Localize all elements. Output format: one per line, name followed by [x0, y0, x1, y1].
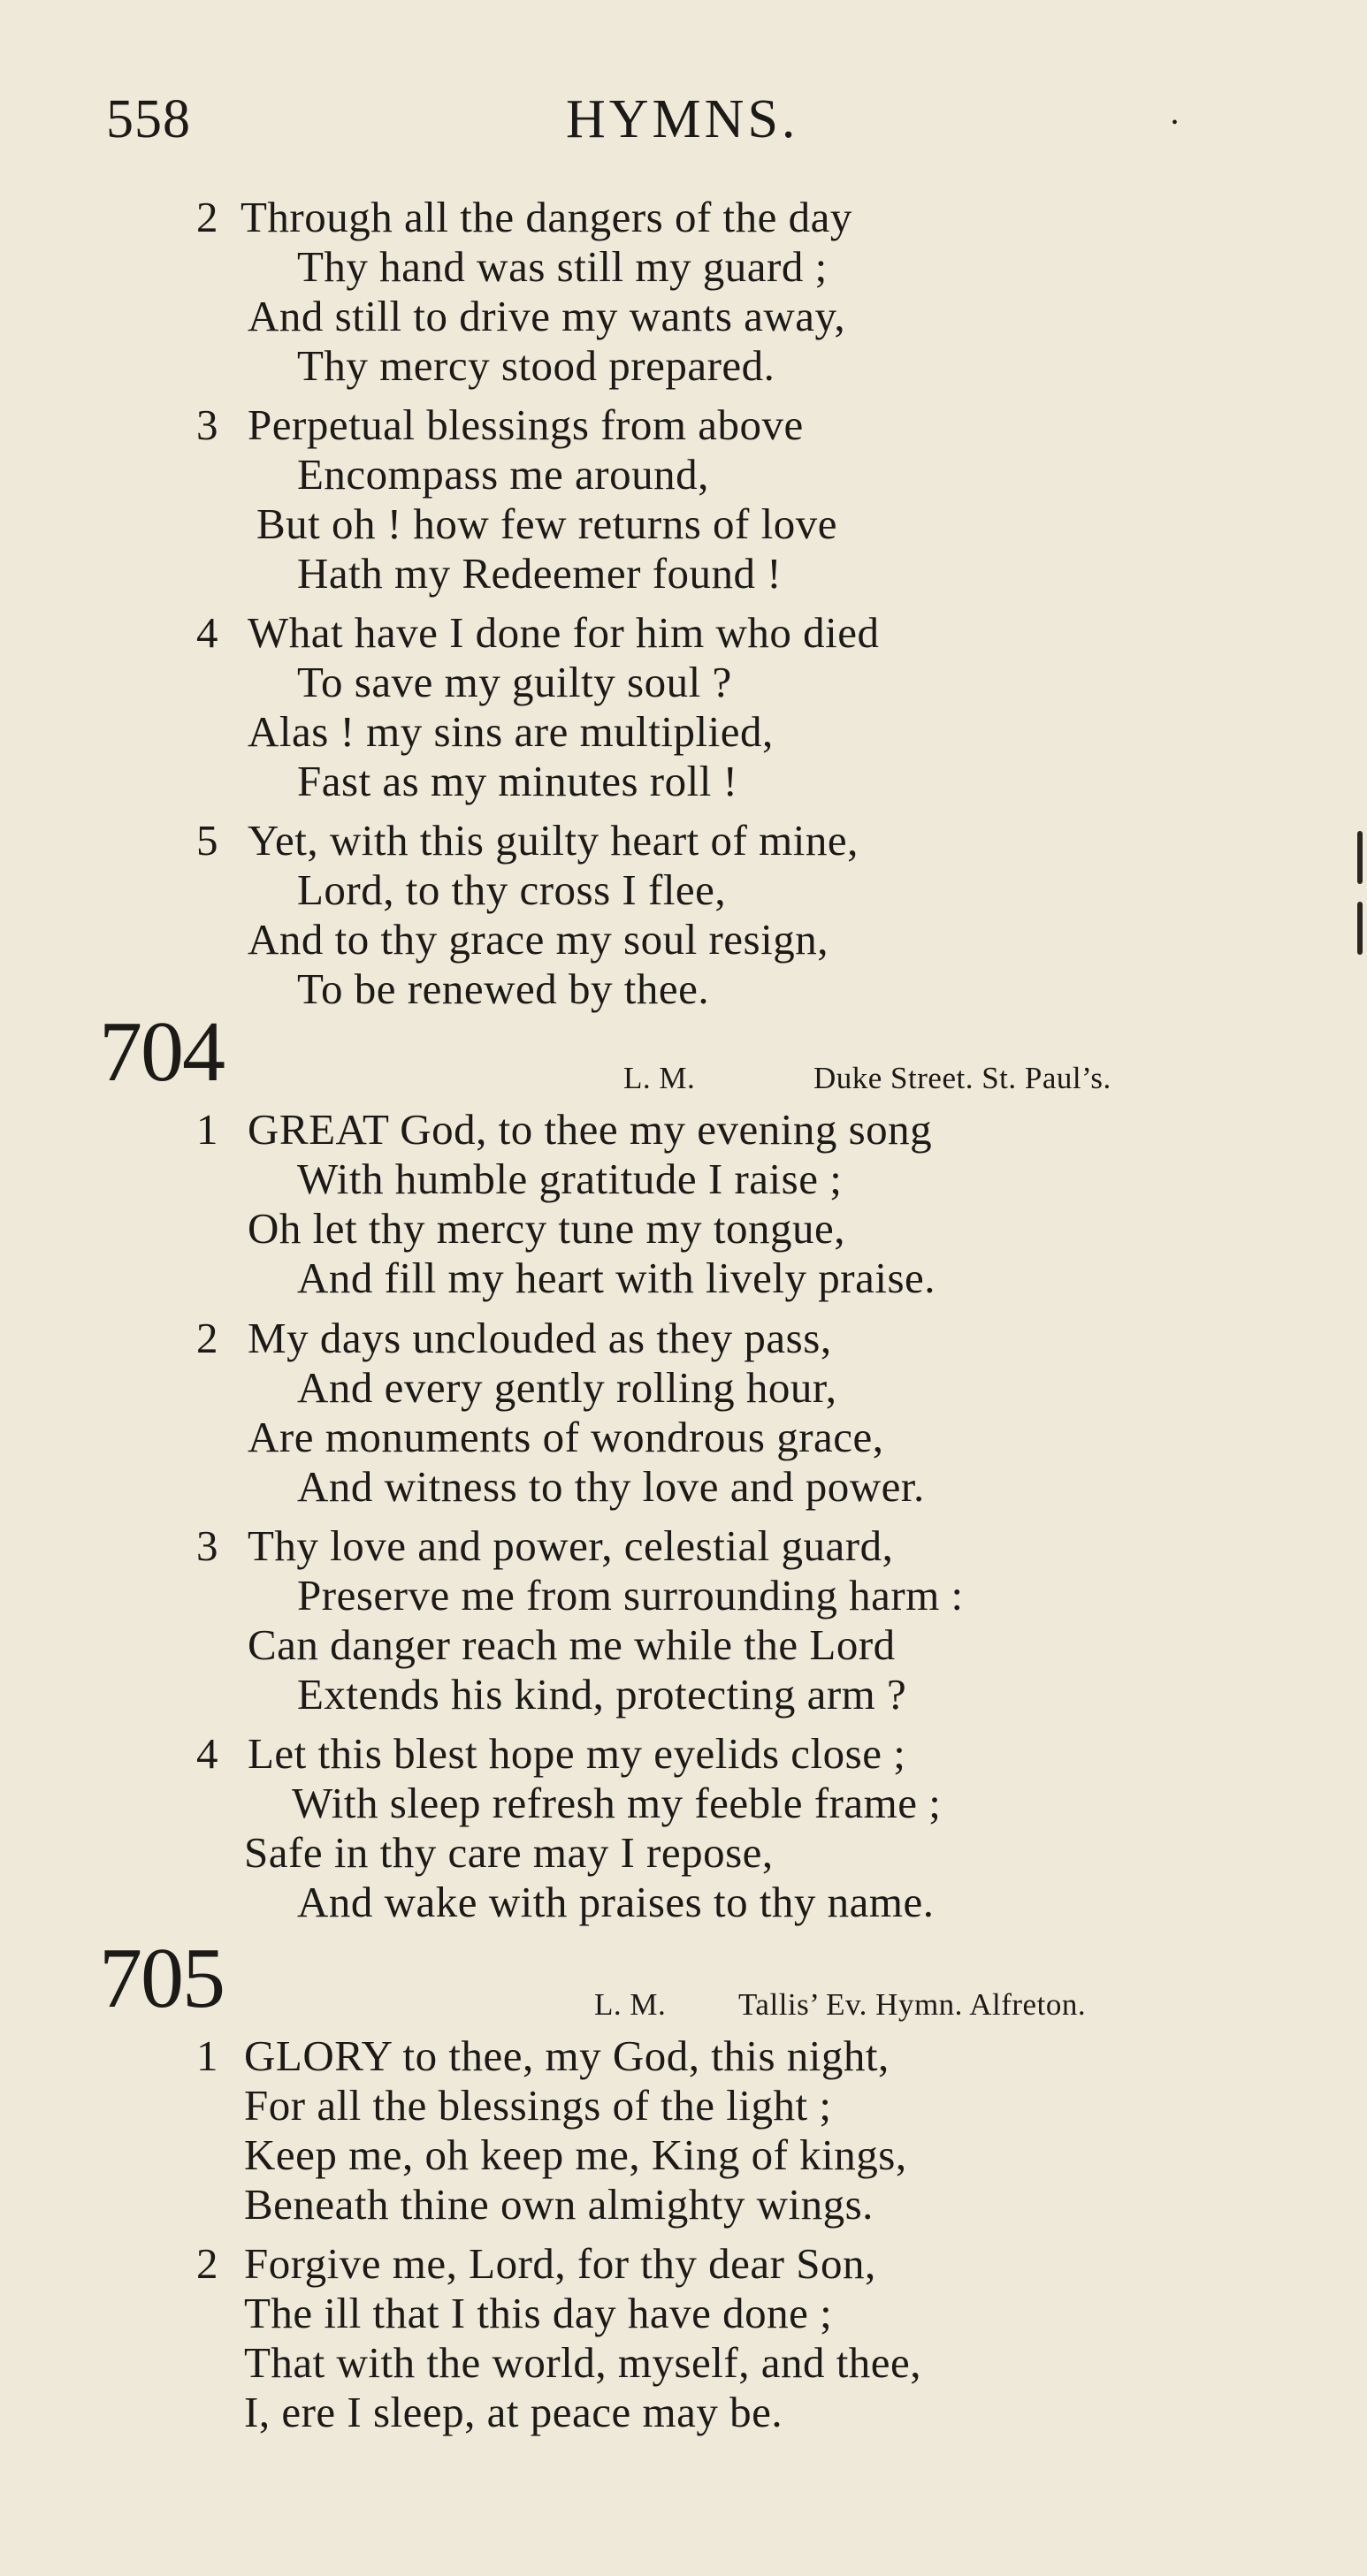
- verse-line: Lord, to thy cross I flee,: [297, 865, 727, 914]
- hymn-number: 704: [99, 1004, 224, 1100]
- stanza-number: 4: [196, 608, 218, 657]
- hymn-number: 705: [99, 1931, 224, 2026]
- stanza-number: 1: [196, 2031, 218, 2080]
- stanza-number: 3: [196, 400, 218, 449]
- verse-line: Hath my Redeemer found !: [297, 549, 783, 598]
- verse-line: Perpetual blessings from above: [248, 400, 804, 449]
- verse-line: Preserve me from surrounding harm :: [297, 1571, 964, 1620]
- verse-line: And every gently rolling hour,: [297, 1363, 837, 1412]
- verse-line: Encompass me around,: [297, 450, 709, 499]
- header-dot: •: [1172, 113, 1179, 133]
- verse-line: I, ere I sleep, at peace may be.: [244, 2388, 783, 2436]
- verse-line: With humble gratitude I raise ;: [297, 1155, 843, 1203]
- verse-line: GREAT God, to thee my evening song: [248, 1105, 933, 1154]
- stanza-number: 4: [196, 1729, 218, 1778]
- verse-line: Thy mercy stood prepared.: [297, 341, 775, 390]
- verse-line: Beneath thine own almighty wings.: [244, 2180, 874, 2229]
- verse-line: Extends his kind, protecting arm ?: [297, 1670, 907, 1719]
- verse-line: Can danger reach me while the Lord: [248, 1620, 896, 1669]
- verse-line: Thy hand was still my guard ;: [297, 242, 828, 291]
- verse-line: Oh let thy mercy tune my tongue,: [248, 1204, 845, 1253]
- page-number: 558: [106, 89, 191, 149]
- verse-line: For all the blessings of the light ;: [244, 2081, 832, 2130]
- verse-line: And fill my heart with lively praise.: [297, 1254, 936, 1302]
- verse-line: But oh ! how few returns of love: [256, 499, 837, 548]
- verse-line: Through all the dangers of the day: [241, 193, 852, 241]
- stanza-number: 5: [196, 816, 218, 865]
- verse-line: What have I done for him who died: [248, 608, 880, 657]
- verse-line: To be renewed by thee.: [297, 964, 710, 1013]
- page-header: [106, 88, 1256, 159]
- verse-line: That with the world, myself, and thee,: [244, 2338, 922, 2387]
- verse-line: Thy love and power, celestial guard,: [248, 1521, 894, 1570]
- verse-line: Alas ! my sins are multiplied,: [248, 707, 774, 756]
- verse-line: To save my guilty soul ?: [297, 658, 732, 706]
- verse-line: And to thy grace my soul resign,: [248, 915, 829, 964]
- verse-line: My days unclouded as they pass,: [248, 1314, 832, 1362]
- verse-line: Yet, with this guilty heart of mine,: [248, 816, 859, 865]
- verse-line: GLORY to thee, my God, this night,: [244, 2031, 890, 2080]
- binding-mark: [1357, 831, 1363, 884]
- running-title: HYMNS.: [566, 89, 799, 149]
- verse-line: Are monuments of wondrous grace,: [248, 1413, 884, 1461]
- verse-line: And still to drive my wants away,: [248, 292, 846, 340]
- meter: L. M.: [594, 1987, 667, 2022]
- binding-mark: [1357, 902, 1363, 955]
- verse-line: Let this blest hope my eyelids close ;: [248, 1729, 906, 1778]
- tune-names: Tallis’ Ev. Hymn. Alfreton.: [738, 1987, 1087, 2022]
- verse-line: Fast as my minutes roll !: [297, 757, 738, 805]
- verse-line: And wake with praises to thy name.: [297, 1878, 935, 1926]
- verse-line: Keep me, oh keep me, King of kings,: [244, 2130, 907, 2179]
- verse-line: Safe in thy care may I repose,: [244, 1828, 774, 1877]
- stanza-number: 1: [196, 1105, 218, 1154]
- verse-line: With sleep refresh my feeble frame ;: [292, 1779, 942, 1827]
- verse-line: The ill that I this day have done ;: [244, 2289, 833, 2337]
- stanza-number: 3: [196, 1521, 218, 1570]
- verse-line: And witness to thy love and power.: [297, 1462, 925, 1511]
- tune-names: Duke Street. St. Paul’s.: [813, 1061, 1111, 1095]
- stanza-number: 2: [196, 193, 218, 241]
- stanza-number: 2: [196, 1314, 218, 1362]
- meter: L. M.: [623, 1061, 696, 1095]
- stanza-number: 2: [196, 2239, 218, 2288]
- verse-line: Forgive me, Lord, for thy dear Son,: [244, 2239, 876, 2288]
